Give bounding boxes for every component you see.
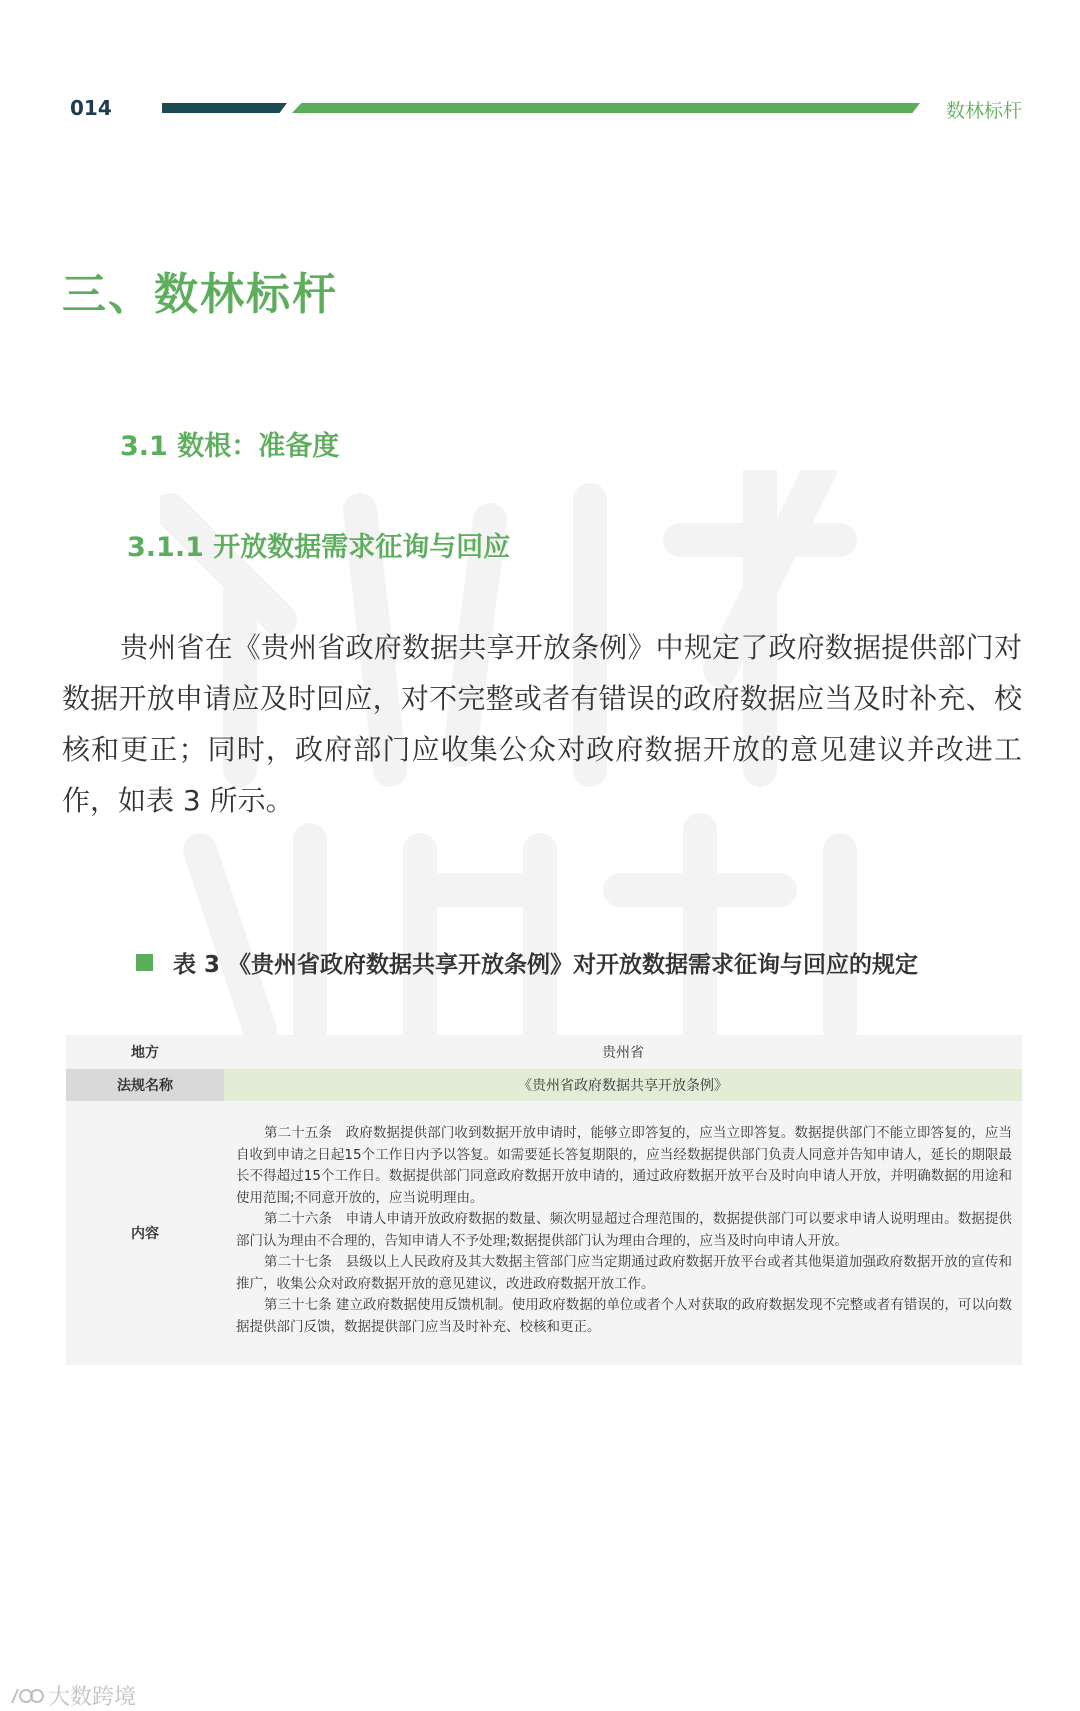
table-row-header: 内容 [131,1226,159,1242]
table-caption-text: 表 3 《贵州省政府数据共享开放条例》对开放数据需求征询与回应的规定 [173,952,919,978]
content-paragraph: 第二十五条 政府数据提供部门收到数据开放申请时，能够立即答复的，应当立即答复。数据提供部门不能立即答复的，应当自收到申请之日起15个工作日内予以答复。如需要延长答复期限的，应当经数据提供部门负责人同意并告知申请人，延长的期限最长不得超过15个工作日。数据提供部门同意政府数据开放申请的，通过政府数据开放平台及时向申请人开放，并明确数据的用途和使用范围;不同意开放的，应当说明理由。 [236,1125,1012,1206]
regulation-table [66,1035,1022,1365]
header-dark-bar [162,103,287,113]
table-content [224,1101,1022,1365]
header-brand: 数林标杆 [945,100,1022,122]
content-paragraph: 第三十七条 建立政府数据使用反馈机制。使用政府数据的单位或者个人对获取的政府数据发现不完整或者有错误的，可以向数据提供部门反馈，数据提供部门应当及时补充、校核和更正。 [236,1297,1012,1335]
table-row-header: 法规名称 [66,1069,224,1101]
section-title: 3.1 数根：准备度 [120,431,340,462]
table-row-value: 贵州省 [602,1045,644,1061]
subsection-title: 3.1.1 开放数据需求征询与回应 [127,532,511,563]
caption-square-icon [136,954,153,971]
page-number: 014 [70,96,112,120]
logo-icon [8,1685,44,1707]
table-row [66,1035,1022,1069]
content-paragraph: 第二十六条 申请人申请开放政府数据的数量、频次明显超过合理范围的，数据提供部门可以要求申请人说明理由。数据提供部门认为理由不合理的，告知申请人不予处理;数据提供部门认为理由合理的，应当及时向申请人开放。 [236,1211,1012,1249]
page-header [0,0,1080,140]
footer-logo-text: 大数跨境 [48,1685,137,1710]
content-paragraph: 第二十七条 县级以上人民政府及其大数据主管部门应当定期通过政府数据开放平台或者其他渠道加强政府数据开放的宣传和推广，收集公众对政府数据开放的意见建议，改进政府数据开放工作。 [236,1254,1012,1292]
footer-logo [8,1680,136,1711]
table-caption [136,946,918,979]
table-row-header: 地方 [131,1045,159,1061]
table-row [66,1069,1022,1101]
chapter-title: 三、数林标杆 [62,269,338,320]
table-row-value: 《贵州省政府数据共享开放条例》 [224,1069,1022,1101]
body-paragraph: 贵州省在《贵州省政府数据共享开放条例》中规定了政府数据提供部门对数据开放申请应及时回应，对不完整或者有错误的政府数据应当及时补充、校核和更正；同时，政府部门应收集公众对政府数据开放的意见建议并改进工作，如表 3 所示。 [62,631,1022,817]
header-green-bar [292,103,920,113]
table-row [66,1101,1022,1365]
